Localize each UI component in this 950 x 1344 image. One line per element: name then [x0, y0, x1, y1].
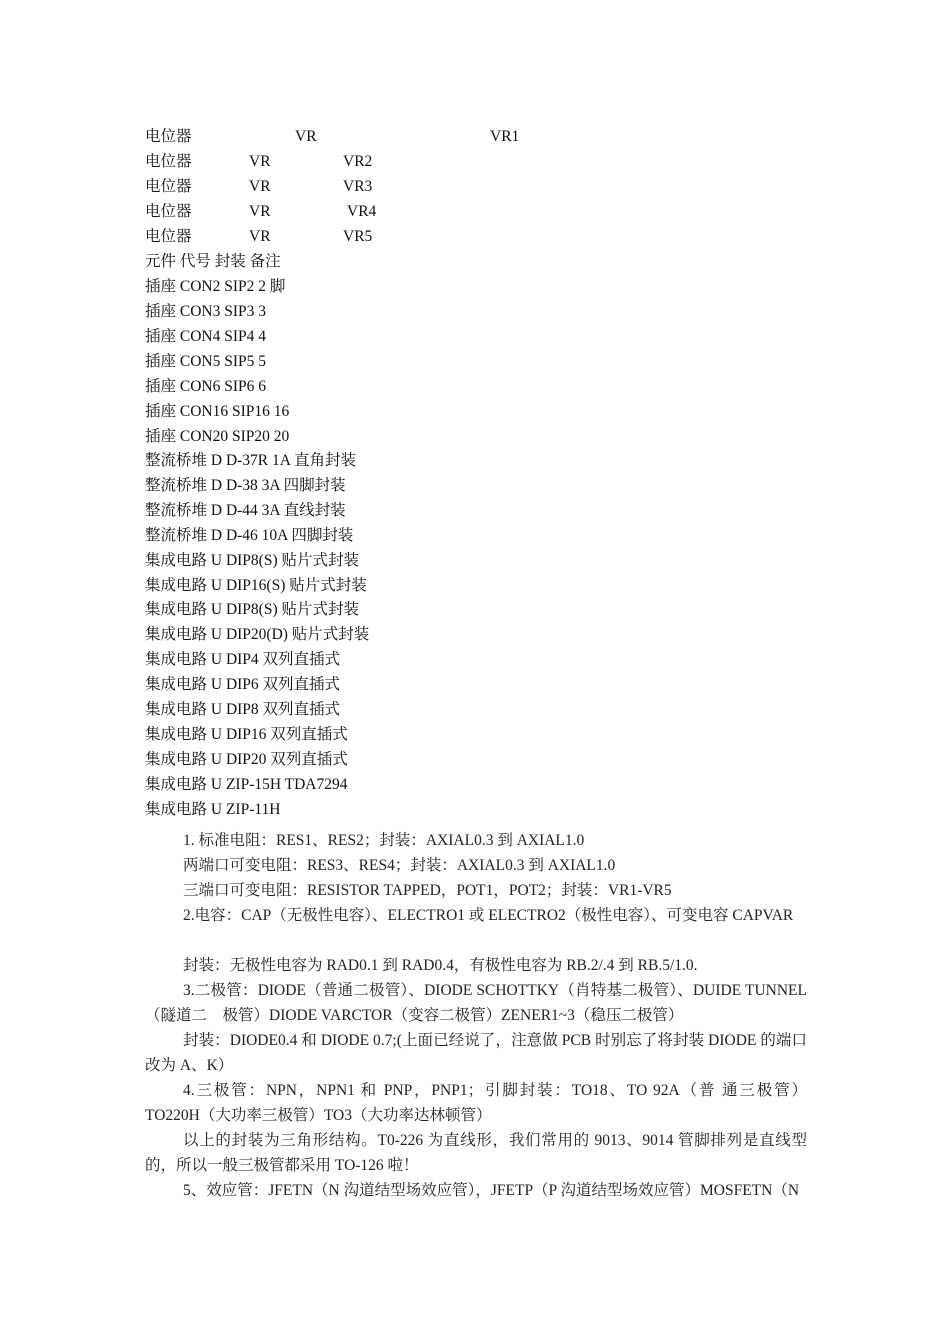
list-item: 集成电路 U DIP4 双列直插式 — [145, 651, 341, 668]
list-item: 插座 CON2 SIP2 2 脚 — [145, 278, 286, 295]
vr-row-name: 电位器 — [145, 203, 192, 220]
vr-row-name: 电位器 — [145, 178, 192, 195]
paragraph: 封装：无极性电容为 RAD0.1 到 RAD0.4，有极性电容为 RB.2/.4 到 RB.5/1.0. — [183, 957, 698, 974]
list-item: 插座 CON5 SIP5 5 — [145, 353, 267, 370]
table-header-line: 元件 代号 封装 备注 — [145, 253, 281, 270]
paragraph: 封装：DIODE0.4 和 DIODE 0.7;(上面已经说了，注意做 PCB 时别忘了将封装 DIODE 的端口改为 A、K） — [145, 1032, 807, 1074]
list-item: 整流桥堆 D D-44 3A 直线封装 — [145, 502, 346, 519]
vr-row-name: 电位器 — [145, 128, 192, 145]
vr-row-code: VR — [249, 228, 271, 245]
list-item: 集成电路 U DIP16(S) 贴片式封装 — [145, 577, 367, 594]
vr-row-package: VR1 — [490, 128, 520, 145]
vr-row-code: VR — [249, 178, 271, 195]
paragraph: 1. 标准电阻：RES1、RES2；封装：AXIAL0.3 到 AXIAL1.0 — [183, 832, 585, 849]
list-item: 集成电路 U ZIP-15H TDA7294 — [145, 776, 348, 793]
list-item: 整流桥堆 D D-38 3A 四脚封装 — [145, 477, 346, 494]
list-item: 集成电路 U DIP6 双列直插式 — [145, 676, 341, 693]
paragraph: 以上的封装为三角形结构。T0-226 为直线形，我们常用的 9013、9014 管脚排列是直线型的，所以一般三极管都采用 TO-126 啦！ — [145, 1132, 807, 1174]
vr-row-code: VR — [249, 153, 271, 170]
list-item: 集成电路 U DIP20 双列直插式 — [145, 751, 348, 768]
vr-row-package: VR4 — [347, 203, 377, 220]
vr-row-package: VR2 — [343, 153, 373, 170]
list-item: 插座 CON6 SIP6 6 — [145, 378, 267, 395]
paragraph: 3.二极管：DIODE（普通二极管）、DIODE SCHOTTKY（肖特基二极管）、DUIDE TUNNEL（隧道二 极管）DIODE VARCTOR（变容二极管）ZENER1~3（稳压二极管） — [145, 982, 807, 1024]
vr-row-name: 电位器 — [145, 228, 192, 245]
paragraph: 5、效应管：JFETN（N 沟道结型场效应管），JFETP（P 沟道结型场效应管）MOSFETN（N — [183, 1182, 800, 1199]
list-item: 插座 CON16 SIP16 16 — [145, 403, 290, 420]
list-item: 整流桥堆 D D-37R 1A 直角封装 — [145, 452, 356, 469]
vr-row-code: VR — [295, 128, 317, 145]
paragraph: 4.三极管：NPN，NPN1 和 PNP，PNP1；引脚封装：TO18、TO 92A（普 通三极管）TO220H（大功率三极管）TO3（大功率达林顿管） — [145, 1082, 807, 1124]
paragraph: 两端口可变电阻：RES3、RES4；封装：AXIAL0.3 到 AXIAL1.0 — [183, 857, 616, 874]
vr-row-code: VR — [249, 203, 271, 220]
vr-row-package: VR3 — [343, 178, 373, 195]
list-item: 集成电路 U DIP16 双列直插式 — [145, 726, 348, 743]
list-item: 集成电路 U DIP8(S) 贴片式封装 — [145, 552, 359, 569]
list-item: 集成电路 U ZIP-11H — [145, 801, 281, 818]
list-item: 集成电路 U DIP8(S) 贴片式封装 — [145, 601, 359, 618]
list-item: 插座 CON3 SIP3 3 — [145, 303, 267, 320]
list-item: 集成电路 U DIP20(D) 贴片式封装 — [145, 626, 370, 643]
paragraph: 三端口可变电阻：RESISTOR TAPPED，POT1，POT2；封装：VR1-VR5 — [183, 882, 672, 899]
paragraph: 2.电容：CAP（无极性电容）、ELECTRO1 或 ELECTRO2（极性电容）、可变电容 CAPVAR — [183, 907, 794, 924]
list-item: 集成电路 U DIP8 双列直插式 — [145, 701, 341, 718]
list-item: 插座 CON20 SIP20 20 — [145, 428, 290, 445]
list-item: 插座 CON4 SIP4 4 — [145, 328, 267, 345]
vr-row-name: 电位器 — [145, 153, 192, 170]
list-item: 整流桥堆 D D-46 10A 四脚封装 — [145, 527, 354, 544]
vr-row-package: VR5 — [343, 228, 373, 245]
